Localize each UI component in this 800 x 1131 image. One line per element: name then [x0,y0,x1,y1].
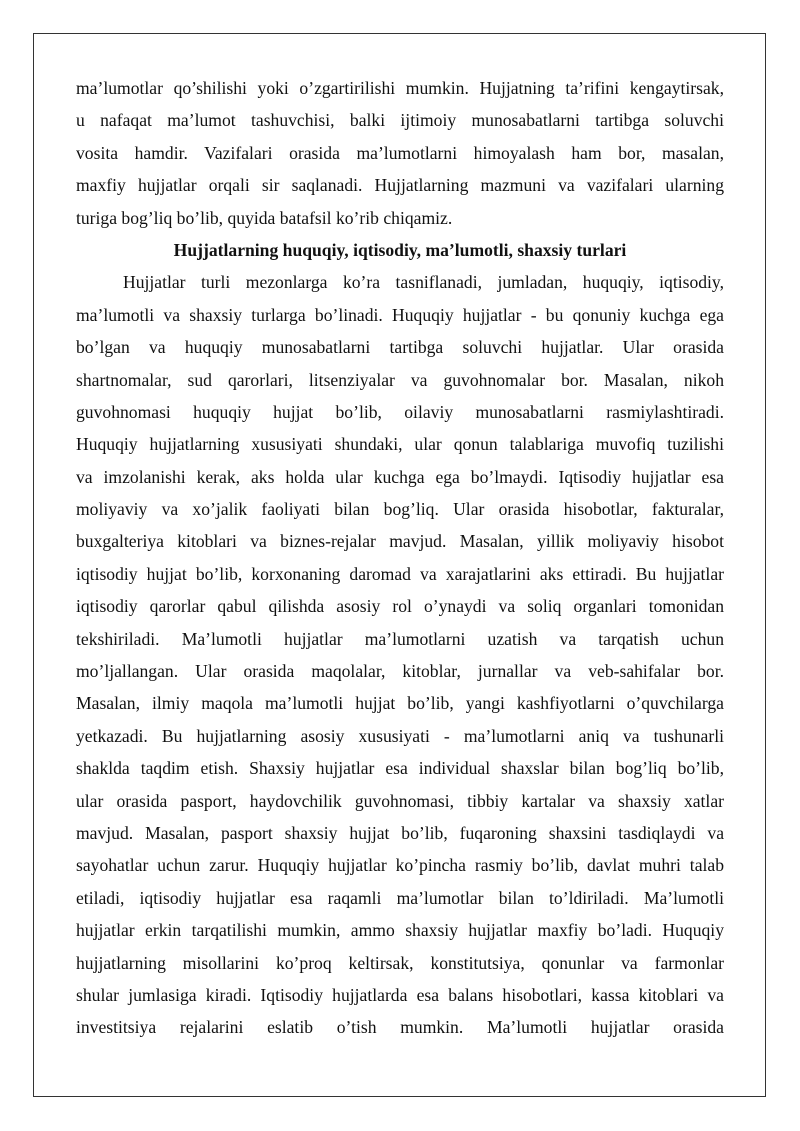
text-line: Hujjatlar turli mezonlarga ko’ra tasniflanadi, jumladan, huquqiy, iqtisodiy, [123,272,724,293]
text-line: shartnomalar, sud qarorlari, litsenziyalar va guvohnomalar bor. Masalan, nikoh [76,369,724,390]
text-line: iqtisodiy qarorlar qabul qilishda asosiy rol o’ynaydi va soliq organlari tomonidan [76,596,724,617]
text-line: Masalan, ilmiy maqola ma’lumotli hujjat bo’lib, yangi kashfiyotlarni o’quvchilarga [76,693,724,714]
text-line: mo’ljallangan. Ular orasida maqolalar, kitoblar, jurnallar va veb-sahifalar bor. [76,661,724,682]
text-line: bo’lgan va huquqiy munosabatlarni tartibga soluvchi hujjatlar. Ular orasida [76,337,724,358]
text-line: shular jumlasiga kiradi. Iqtisodiy hujjatlarda esa balans hisobotlari, kassa kitoblari va [76,984,724,1005]
text-line: guvohnomasi huquqiy hujjat bo’lib, oilaviy munosabatlarni rasmiylashtiradi. [76,401,724,422]
text-line: hujjatlar erkin tarqatilishi mumkin, ammo shaxsiy hujjatlar maxfiy bo’ladi. Huquqiy [76,920,724,941]
text-line: turiga bog’liq bo’lib, quyida batafsil ko’rib chiqamiz. [76,207,453,228]
text-line: iqtisodiy hujjat bo’lib, korxonaning daromad va xarajatlarini aks ettiradi. Bu hujjatlar [76,563,724,584]
text-line: hujjatlarning misollarini ko’proq keltirsak, konstitutsiya, qonunlar va farmonlar [76,952,724,973]
text-line: etiladi, iqtisodiy hujjatlar esa raqamli ma’lumotlar bilan to’ldiriladi. Ma’lumotli [76,887,724,908]
section-heading: Hujjatlarning huquqiy, iqtisodiy, ma’lumotli, shaxsiy turlari [173,239,627,260]
text-line: ma’lumotlar qo’shilishi yoki o’zgartirilishi mumkin. Hujjatning ta’rifini kengaytirsak, [76,78,724,98]
text-line: sayohatlar uchun zarur. Huquqiy hujjatlar ko’pincha rasmiy bo’lib, davlat muhri talab [76,855,724,876]
text-line: ma’lumotli va shaxsiy turlarga bo’linadi. Huquqiy hujjatlar - bu qonuniy kuchga ega [76,304,724,325]
text-line: maxfiy hujjatlar orqali sir saqlanadi. Hujjatlarning mazmuni va vazifalari ularning [76,175,724,196]
text-line: vosita hamdir. Vazifalari orasida ma’lumotlarni himoyalash ham bor, masalan, [76,142,724,163]
text-line: u nafaqat ma’lumot tashuvchisi, balki ijtimoiy munosabatlarni tartibga soluvchi [76,110,724,131]
text-line: tekshiriladi. Ma’lumotli hujjatlar ma’lumotlarni uzatish va tarqatish uchun [76,628,724,649]
document-body [76,72,724,1044]
text-line: va imzolanishi kerak, aks holda ular kuchga ega bo’lmaydi. Iqtisodiy hujjatlar esa [76,466,724,487]
text-line: buxgalteriya kitoblari va biznes-rejalar mavjud. Masalan, yillik moliyaviy hisobot [76,531,724,552]
text-line: yetkazadi. Bu hujjatlarning asosiy xususiyati - ma’lumotlarni aniq va tushunarli [76,725,724,746]
text-line: shaklda taqdim etish. Shaxsiy hujjatlar esa individual shaxslar bilan bog’liq bo’lib, [76,758,724,779]
text-line: moliyaviy va xo’jalik faoliyati bilan bog’liq. Ular orasida hisobotlar, fakturalar, [76,499,724,520]
text-line: mavjud. Masalan, pasport shaxsiy hujjat bo’lib, fuqaroning shaxsini tasdiqlaydi va [76,822,724,843]
text-line: investitsiya rejalarini eslatib o’tish mumkin. Ma’lumotli hujjatlar orasida [76,1017,724,1038]
text-line: Huquqiy hujjatlarning xususiyati shundaki, ular qonun talablariga muvofiq tuzilishi [76,434,724,455]
text-line: ular orasida pasport, haydovchilik guvohnomasi, tibbiy kartalar va shaxsiy xatlar [76,790,724,811]
